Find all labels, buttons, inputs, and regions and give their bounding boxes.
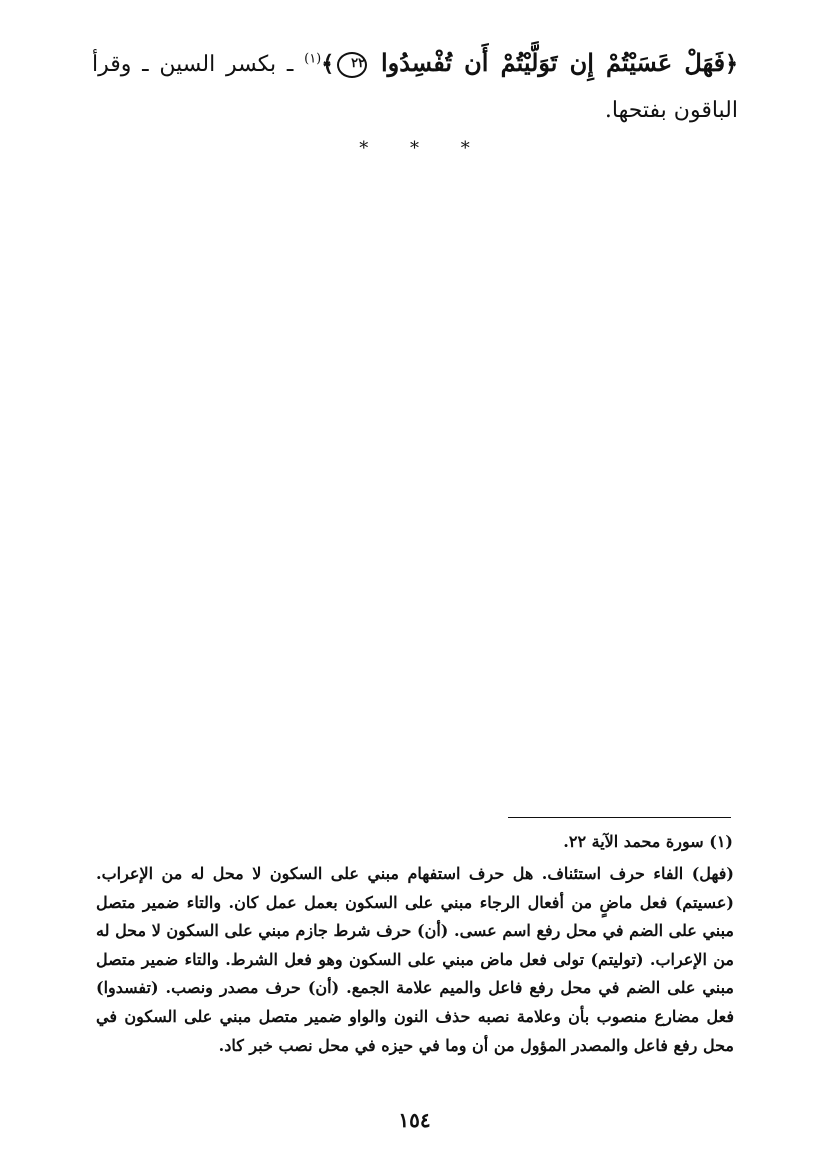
quran-close-brace: ﴾: [321, 51, 335, 77]
main-text-block: [92, 40, 738, 134]
ayah-number-mark: ٢٢: [337, 52, 367, 78]
footnote-grammar-analysis: [96, 860, 734, 1060]
footnote-reference-marker: (١): [304, 51, 322, 67]
footnote-divider: [508, 817, 731, 818]
footnote-paragraph: (فهل) الفاء حرف استئناف. هل حرف استفهام مبني على السكون لا محل له من الإعراب. (عسيتم) فعل ماضٍ من أفعال الرجاء مبني على السكون بعمل عمل كان. والتاء ضمير متصل مبني على الضم في محل رفع اسم عسى. (أن) حرف شرط جازم مبني على السكون لا محل له من الإعراب. (توليتم) تولى فعل ماض مبني على السكون وهو فعل الشرط. والتاء ضمير متصل مبني على الضم في محل رفع فاعل والميم علامة الجمع. (أن) حرف مصدر ونصب. (تفسدوا) فعل مضارع منصوب بأن وعلامة نصبه حذف النون والواو ضمير متصل مبني على السكون في محل رفع فاعل والمصدر المؤول من أن وما في حيزه في محل نصب خبر كاد.: [96, 864, 735, 1055]
section-separator: [0, 138, 829, 159]
main-commentary: ـ بكسر السين ـ وقرأ الباقون بفتحها.: [92, 52, 738, 123]
separator-star: *: [460, 138, 470, 159]
page-number: ١٥٤: [398, 1108, 431, 1132]
separator-star: *: [410, 138, 419, 159]
quran-verse: فَهَلْ عَسَيْتُمْ إِن تَوَلَّيْتُمْ أَن تُفْسِدُوا: [380, 48, 726, 77]
quran-open-brace: ﴿: [725, 51, 739, 77]
separator-star: *: [359, 138, 369, 159]
footnote-source: (١) سورة محمد الآية ٢٢.: [563, 832, 733, 851]
